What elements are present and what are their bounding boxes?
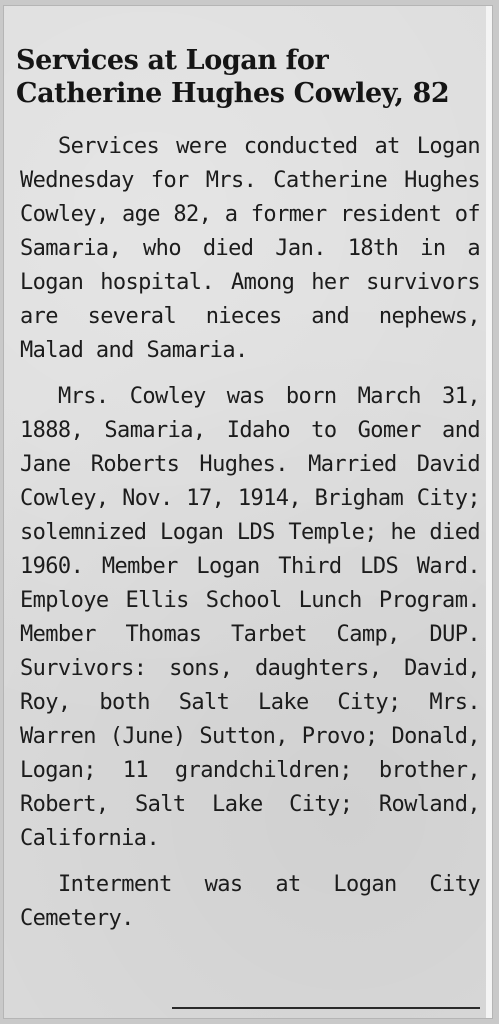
paragraph-2-text: Mrs. Cowley was born March 31, 1888, Samaria, Idaho to Gomer and Jane Roberts Hughes. Married David Cowley, Nov. 17, 1914, Brigham City; solemnized Logan LDS Temple; he died 1960. Member Logan Third LDS Ward. Employe Ellis School Lunch Program. Member Thomas Tarbet Camp, DUP. Survivors: sons, daughters, David, Roy, both Salt Lake City; Mrs. Warren (June) Sutton, Provo; Donald, Logan; 11 grandchildren; brother, Robert, Salt Lake City; Rowland, California. <box>20 384 480 851</box>
paragraph-3-text: Interment was at Logan City Cemetery. <box>20 872 480 931</box>
paragraph-1-text: Services were conducted at Logan Wednesday for Mrs. Catherine Hughes Cowley, age 82, a former resident of Samaria, who died Jan. 18th in a Logan hospital. Among her survivors are several nieces and nephews, Malad and Samaria. <box>20 134 480 363</box>
end-rule <box>172 1007 480 1009</box>
newspaper-clipping <box>4 6 492 1018</box>
clipping-edge <box>486 6 492 1018</box>
headline-line-2: Catherine Hughes Cowley, 82 <box>16 78 450 109</box>
article-body <box>20 130 480 936</box>
headline-line-1: Services at Logan for <box>16 45 329 76</box>
article-paragraph-2 <box>20 380 480 856</box>
article-paragraph-1 <box>20 130 480 368</box>
article-headline <box>16 44 449 110</box>
article-paragraph-3 <box>20 868 480 936</box>
